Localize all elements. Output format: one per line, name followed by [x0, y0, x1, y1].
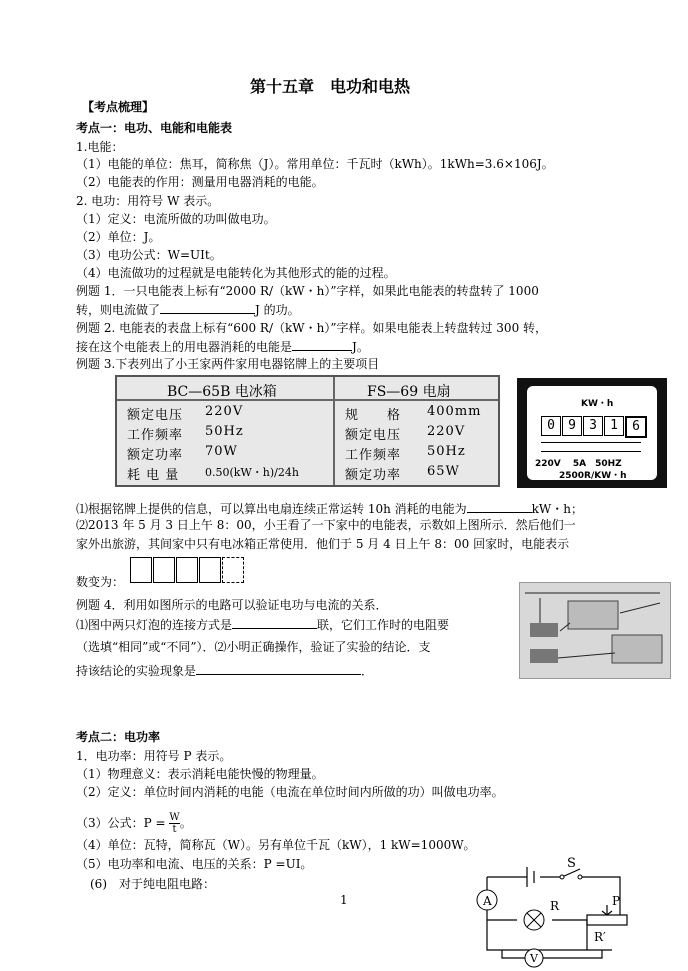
- electricity-meter: [517, 378, 667, 488]
- voltmeter-label: V: [530, 952, 538, 965]
- text-span: ⑴图中两只灯泡的连接方式是: [76, 618, 233, 632]
- text-line: 2. 电功：用符号 W 表示。: [76, 194, 220, 208]
- question-2: 家外出旅游，其间家中只有电冰箱正常使用．他们于 5 月 4 日上午 8：00 回家时，电能表示: [76, 537, 570, 551]
- appliance-nameplate: [115, 375, 500, 487]
- fridge-key: 额定功率: [127, 448, 184, 463]
- example-2: 例题 2. 电能表的表盘上标有“600 R/（kW・h）”字样。如果电能表上转盘转过 300 转，: [76, 321, 548, 335]
- meter-specs: 220V 5A 50HZ: [535, 459, 622, 469]
- meter-digit: 3: [583, 416, 603, 436]
- fridge-key: 耗 电 量: [127, 468, 180, 483]
- text-span: ⑴根据铭牌上提供的信息，可以算出电扇连续正常运转 10h 消耗的电能为: [76, 502, 467, 516]
- numerator: W: [169, 812, 180, 823]
- meter-digit: 0: [541, 416, 561, 436]
- text-line: （3）电功公式：W=UIt。: [76, 248, 222, 262]
- topic2-heading: 考点二：电功率: [76, 730, 161, 744]
- text-span: ．: [361, 664, 374, 678]
- example-1-answer: [76, 301, 300, 319]
- example-4: [76, 616, 449, 634]
- text-line: (6) 对于纯电阻电路：: [90, 877, 215, 891]
- meter-revolutions: 2500R/KW・h: [559, 471, 627, 481]
- denominator: t: [172, 824, 177, 835]
- text-line: 1．电功率：用符号 P 表示。: [76, 749, 232, 763]
- fan-title: FS—69 电扇: [367, 384, 451, 400]
- answer-box[interactable]: [199, 557, 221, 583]
- fan-value: 50Hz: [427, 444, 466, 459]
- meter-answer-boxes[interactable]: [130, 557, 245, 583]
- meter-dial-line: [541, 442, 641, 452]
- meter-unit: KW・h: [581, 399, 614, 409]
- rheostat-label: R′: [594, 930, 606, 944]
- slider-label: P: [612, 894, 621, 908]
- fan-key: 工作频率: [345, 448, 402, 463]
- question-1: [76, 500, 583, 518]
- text-span: 转，则电流做了: [76, 303, 161, 317]
- text-line: （4）单位：瓦特，简称瓦（W）。另有单位千瓦（kW），1 kW=1000W。: [76, 838, 476, 852]
- meter-digit: 1: [604, 416, 624, 436]
- text-span: （3）公式：P =: [76, 816, 170, 830]
- fridge-value: 50Hz: [205, 424, 244, 439]
- text-span: kW・h；: [531, 502, 583, 516]
- fan-key: 额定电压: [345, 428, 402, 443]
- fridge-key: 额定电压: [127, 408, 184, 423]
- fan-key: 额定功率: [345, 468, 402, 483]
- meter-face: [527, 386, 657, 480]
- section-header: 【考点梳理】: [82, 100, 155, 114]
- text-span: 。: [179, 816, 192, 830]
- text-span: J 的功。: [255, 303, 300, 317]
- experiment-photo: [519, 582, 671, 679]
- fan-value: 65W: [427, 464, 460, 479]
- page-number: 1: [340, 893, 348, 907]
- circuit-diagram: [462, 855, 668, 969]
- fan-value: 400mm: [427, 404, 482, 419]
- example-4: （选填“相同”或“不同”）．⑵小明正确操作，验证了实验的结论．支: [76, 640, 431, 654]
- text-line: （4）电流做功的过程就是电能转化为其他形式的能的过程。: [76, 266, 396, 280]
- text-line: 1.电能：: [76, 140, 124, 154]
- divider: [333, 377, 335, 485]
- meter-digit: 9: [562, 416, 582, 436]
- example-4: 例题 4．利用如图所示的电路可以验证电功与电流的关系．: [76, 598, 388, 612]
- switch-label: S: [567, 856, 576, 871]
- fridge-value: 220V: [205, 404, 244, 419]
- answer-blank[interactable]: [292, 338, 352, 351]
- question-2: ⑵2013 年 5 月 3 日上午 8：00，小王看了一下家中的电能表，示数如上图所示．然后他们一: [76, 518, 576, 532]
- answer-blank[interactable]: [160, 301, 255, 314]
- answer-box[interactable]: [176, 557, 198, 583]
- example-1: 例题 1．一只电能表上标有“2000 R/（kW・h）”字样，如果此电能表的转盘转了 1000: [76, 284, 539, 298]
- answer-blank[interactable]: [232, 616, 317, 629]
- fraction: [169, 812, 179, 835]
- text-span: 接在这个电能表上的用电器消耗的电能是: [76, 340, 293, 354]
- answer-blank[interactable]: [196, 662, 361, 675]
- topic1-heading: 考点一：电功、电能和电能表: [76, 121, 233, 135]
- answer-box[interactable]: [130, 557, 152, 583]
- answer-blank[interactable]: [467, 500, 532, 513]
- ammeter-label: A: [483, 894, 492, 908]
- fan-key: 规 格: [345, 408, 402, 423]
- text-line: （2）单位：J。: [76, 230, 161, 244]
- resistor-label: R: [550, 899, 560, 913]
- text-span: 联，它们工作时的电阻要: [317, 618, 450, 632]
- text-line: （1）物理意义：表示消耗电能快慢的物理量。: [76, 767, 324, 781]
- text-line: （2）定义：单位时间内消耗的电能（电流在单位时间内所做的功）叫做电功率。: [76, 785, 504, 799]
- text-line: （2）电能表的作用：测量用电器消耗的电能。: [76, 175, 324, 189]
- fan-value: 220V: [427, 424, 466, 439]
- page-title: 第十五章 电功和电热: [250, 77, 411, 96]
- text-span: J。: [352, 340, 369, 354]
- formula-line: [76, 812, 192, 835]
- experiment-circuit-icon: [520, 583, 670, 678]
- text-line: （1）定义：电流所做的功叫做电功。: [76, 212, 276, 226]
- answer-box[interactable]: [153, 557, 175, 583]
- text-line: （5）电功率和电流、电压的关系：P =UI。: [76, 857, 313, 871]
- example-4: [76, 662, 373, 680]
- meter-digit: 6: [625, 416, 647, 438]
- example-3: 例题 3.下表列出了小王家两件家用电器铭牌上的主要项目: [76, 357, 380, 371]
- text-span: 持该结论的实验现象是: [76, 664, 197, 678]
- fridge-value: 0.50(kW・h)/24h: [205, 466, 299, 479]
- answer-box[interactable]: [222, 557, 244, 583]
- fridge-title: BC—65B 电冰箱: [167, 384, 277, 400]
- fridge-value: 70W: [205, 444, 238, 459]
- question-2: 数变为：: [76, 575, 125, 589]
- text-line: （1）电能的单位：焦耳，简称焦（J）。常用单位：千瓦时（kWh）。1kWh=3.6×106J。: [76, 157, 554, 171]
- meter-digits: [541, 416, 648, 438]
- example-2-answer: [76, 338, 369, 356]
- fridge-key: 工作频率: [127, 428, 184, 443]
